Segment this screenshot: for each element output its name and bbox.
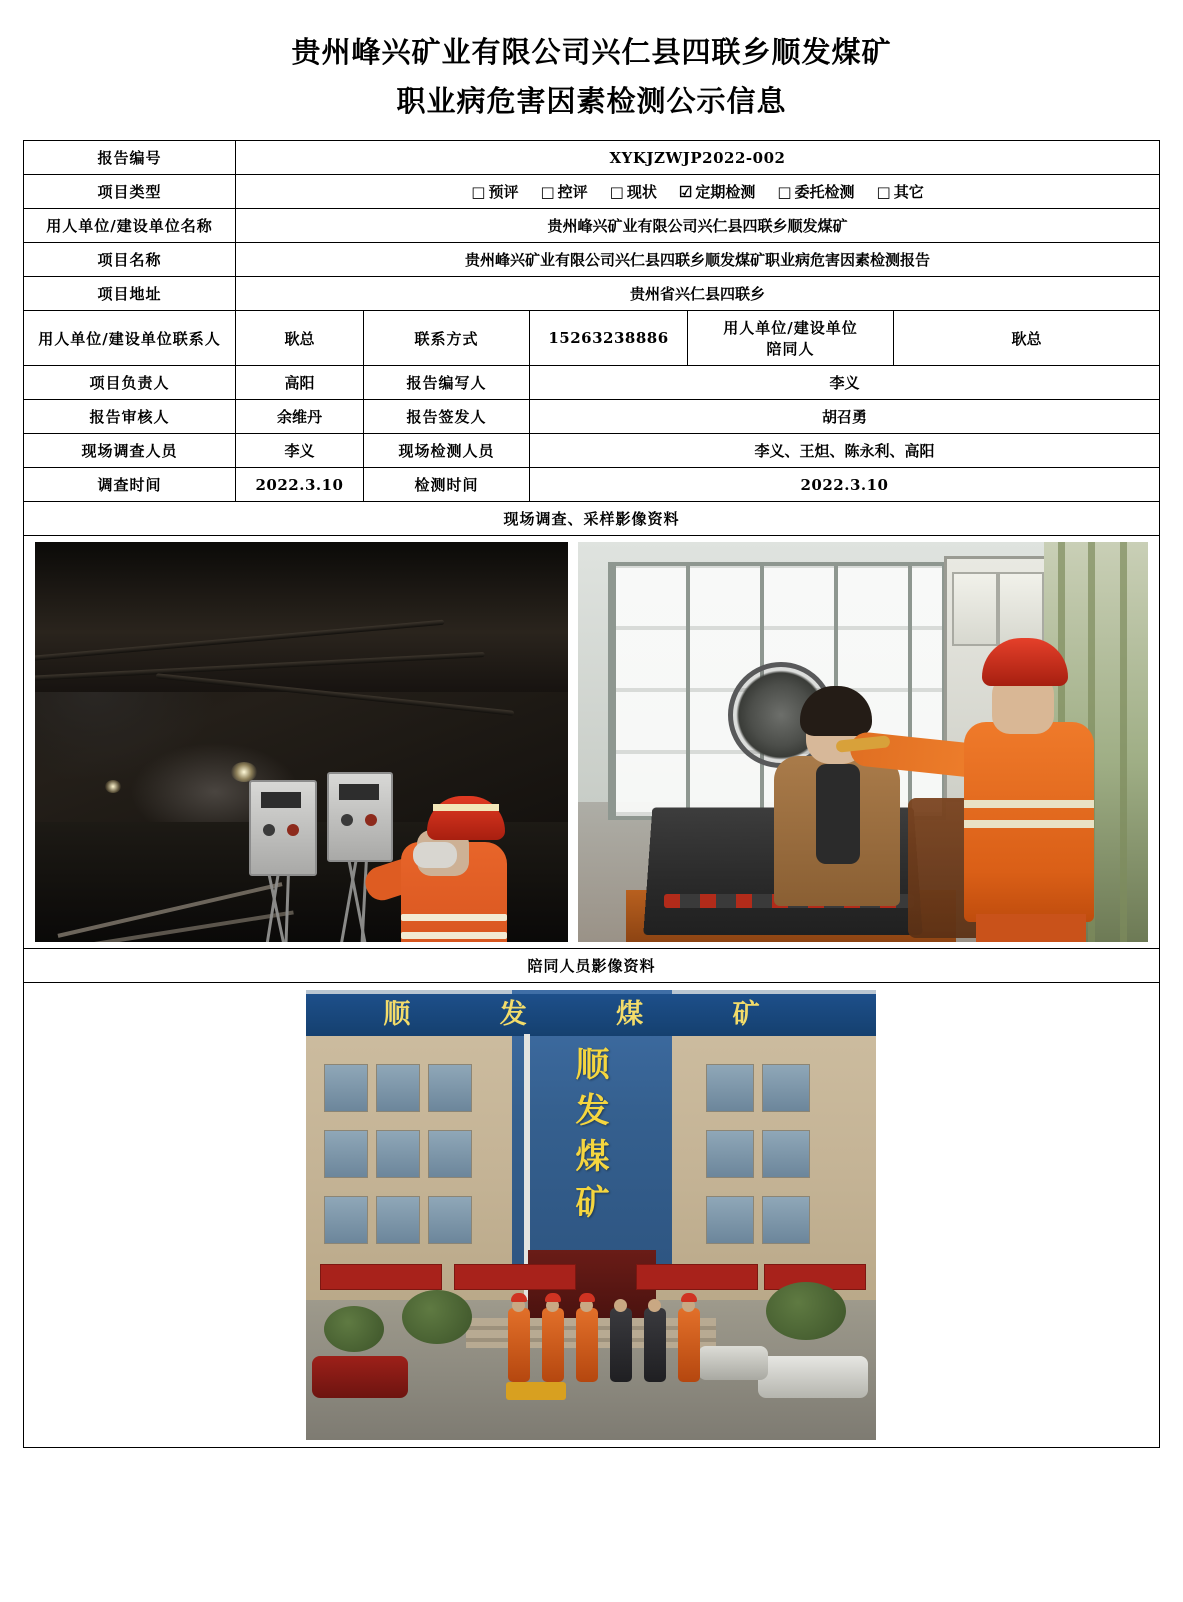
red-slogan-banner: [454, 1264, 576, 1290]
group-person: [610, 1308, 632, 1382]
reflective-stripe: [401, 932, 507, 939]
project-type-value: [235, 175, 1159, 209]
mine-office-group-photo: [306, 990, 876, 1440]
table-row: [23, 949, 1159, 983]
checkbox-unchecked-icon[interactable]: □: [777, 183, 792, 201]
document-title: [22, 28, 1161, 126]
info-table: [23, 140, 1160, 1448]
test-staff-value: 李义、王炟、陈永利、高阳: [529, 434, 1159, 468]
project-type-option-dingqi[interactable]: ☑ 定期检测: [678, 183, 756, 201]
building-window: [762, 1130, 810, 1178]
group-person: [644, 1308, 666, 1382]
group-person: [576, 1308, 598, 1382]
mine-lamp-glow: [105, 780, 121, 793]
helmet-stripe: [433, 804, 499, 811]
project-address-label: 项目地址: [23, 277, 235, 311]
red-slogan-banner: [636, 1264, 758, 1290]
project-type-option-kongping[interactable]: □ 控评: [540, 183, 588, 201]
building-banner-text: 顺 发 煤 矿: [383, 999, 800, 1030]
phone-label: 联系方式: [363, 311, 529, 366]
table-row: [23, 277, 1159, 311]
inspector-legs: [976, 914, 1086, 942]
escort-label-line2: 陪同人: [766, 340, 815, 358]
phone-value: 15263238886: [529, 311, 687, 366]
report-reviewer-value: 余维丹: [235, 400, 363, 434]
project-type-label: 项目类型: [23, 175, 235, 209]
vertical-sign-char: 煤: [575, 1137, 610, 1177]
project-type-options: [240, 181, 1155, 202]
building-window: [706, 1130, 754, 1178]
project-type-option-weituo[interactable]: □ 委托检测: [777, 183, 855, 201]
checkbox-unchecked-icon[interactable]: □: [471, 183, 486, 201]
survey-staff-value: 李义: [235, 434, 363, 468]
group-person: [542, 1308, 564, 1382]
building-window: [324, 1064, 368, 1112]
project-address-value: 贵州省兴仁县四联乡: [235, 277, 1159, 311]
red-slogan-banner: [320, 1264, 442, 1290]
vertical-sign-char: 顺: [575, 1045, 610, 1085]
building-window: [376, 1196, 420, 1244]
escort-photos-cell: [23, 983, 1159, 1448]
reflective-stripe: [964, 800, 1094, 808]
table-row: [23, 536, 1159, 949]
section-survey-photos-header: 现场调查、采样影像资料: [23, 502, 1159, 536]
project-type-option-qita[interactable]: □ 其它: [876, 183, 924, 201]
contact-label: 用人单位/建设单位联系人: [23, 311, 235, 366]
escort-value: 耿总: [893, 311, 1159, 366]
building-window: [428, 1196, 472, 1244]
instrument-knob: [365, 814, 377, 826]
table-row: [23, 141, 1159, 175]
underground-mine-sampling-photo: [35, 542, 568, 942]
control-room-sampling-photo: [578, 542, 1148, 942]
instrument-knob: [263, 824, 275, 836]
title-line-2: 职业病危害因素检测公示信息: [396, 84, 787, 118]
safety-helmet: [427, 796, 505, 840]
safety-helmet: [545, 1293, 561, 1302]
vertical-sign-char: 发: [575, 1091, 610, 1131]
checkbox-unchecked-icon[interactable]: □: [540, 183, 555, 201]
building-window: [762, 1196, 810, 1244]
dust-mask: [413, 842, 457, 868]
escort-label-line1: 用人单位/建设单位: [723, 319, 858, 337]
survey-staff-label: 现场调查人员: [23, 434, 235, 468]
building-window: [706, 1196, 754, 1244]
dust-sampler-instrument: [249, 780, 317, 876]
employer-value: 贵州峰兴矿业有限公司兴仁县四联乡顺发煤矿: [235, 209, 1159, 243]
test-time-label: 检测时间: [363, 468, 529, 502]
report-no-label: 报告编号: [23, 141, 235, 175]
instrument-knob: [287, 824, 299, 836]
building-window: [428, 1130, 472, 1178]
test-staff-label: 现场检测人员: [363, 434, 529, 468]
bamboo-stem: [1120, 542, 1127, 942]
report-issuer-value: 胡召勇: [529, 400, 1159, 434]
table-row: [23, 468, 1159, 502]
building-window: [376, 1064, 420, 1112]
checkbox-unchecked-icon[interactable]: □: [876, 183, 891, 201]
operator-inner-shirt: [816, 764, 860, 864]
parked-car: [312, 1356, 408, 1398]
escort-photo-row: [28, 990, 1155, 1440]
report-issuer-label: 报告签发人: [363, 400, 529, 434]
report-reviewer-label: 报告审核人: [23, 400, 235, 434]
table-row: [23, 983, 1159, 1448]
mine-lamp-glow: [231, 762, 257, 782]
vertical-sign-char: 矿: [575, 1183, 610, 1223]
building-vertical-sign: [564, 1042, 620, 1226]
project-leader-label: 项目负责人: [23, 366, 235, 400]
survey-time-value: 2022.3.10: [235, 468, 363, 502]
table-row: [23, 175, 1159, 209]
instrument-display: [339, 784, 379, 800]
project-name-label: 项目名称: [23, 243, 235, 277]
table-row: [23, 434, 1159, 468]
parked-car: [758, 1356, 868, 1398]
project-type-option-yuping[interactable]: □ 预评: [471, 183, 519, 201]
table-row: [23, 502, 1159, 536]
survey-time-label: 调查时间: [23, 468, 235, 502]
table-row: [23, 400, 1159, 434]
report-no-value: XYKJZWJP2022-002: [235, 141, 1159, 175]
table-row: [23, 366, 1159, 400]
group-person: [678, 1308, 700, 1382]
safety-helmet: [681, 1293, 697, 1302]
section-escort-photos-header: 陪同人员影像资料: [23, 949, 1159, 983]
parked-car: [698, 1346, 768, 1380]
noise-meter-instrument: [327, 772, 393, 862]
shrub: [766, 1282, 846, 1340]
project-leader-value: 高阳: [235, 366, 363, 400]
survey-photos-cell: [23, 536, 1159, 949]
equipment-box: [506, 1382, 566, 1400]
reflective-stripe: [964, 820, 1094, 828]
survey-photo-row: [28, 542, 1155, 942]
building-window: [324, 1196, 368, 1244]
checkbox-checked-icon[interactable]: ☑: [678, 183, 693, 201]
building-window: [428, 1064, 472, 1112]
test-time-value: 2022.3.10: [529, 468, 1159, 502]
report-writer-label: 报告编写人: [363, 366, 529, 400]
shrub: [402, 1290, 472, 1344]
escort-label: [687, 311, 893, 366]
contact-value: 耿总: [235, 311, 363, 366]
mine-ceiling: [35, 542, 568, 692]
instrument-display: [261, 792, 301, 808]
project-name-value: 贵州峰兴矿业有限公司兴仁县四联乡顺发煤矿职业病危害因素检测报告: [235, 243, 1159, 277]
project-type-option-xianzhuang[interactable]: □ 现状: [609, 183, 657, 201]
building-window: [376, 1130, 420, 1178]
table-row: [23, 243, 1159, 277]
building-window: [324, 1130, 368, 1178]
title-line-1: 贵州峰兴矿业有限公司兴仁县四联乡顺发煤矿: [291, 35, 892, 69]
wall-cabinet: [998, 572, 1044, 646]
wall-cabinet: [952, 572, 998, 646]
reflective-stripe: [401, 914, 507, 921]
employer-label: 用人单位/建设单位名称: [23, 209, 235, 243]
report-writer-value: 李义: [529, 366, 1159, 400]
table-row: [23, 209, 1159, 243]
instrument-knob: [341, 814, 353, 826]
building-window: [762, 1064, 810, 1112]
table-row: [23, 311, 1159, 366]
group-person: [508, 1308, 530, 1382]
safety-helmet: [579, 1293, 595, 1302]
checkbox-unchecked-icon[interactable]: □: [609, 183, 624, 201]
building-window: [706, 1064, 754, 1112]
safety-helmet: [511, 1293, 527, 1302]
